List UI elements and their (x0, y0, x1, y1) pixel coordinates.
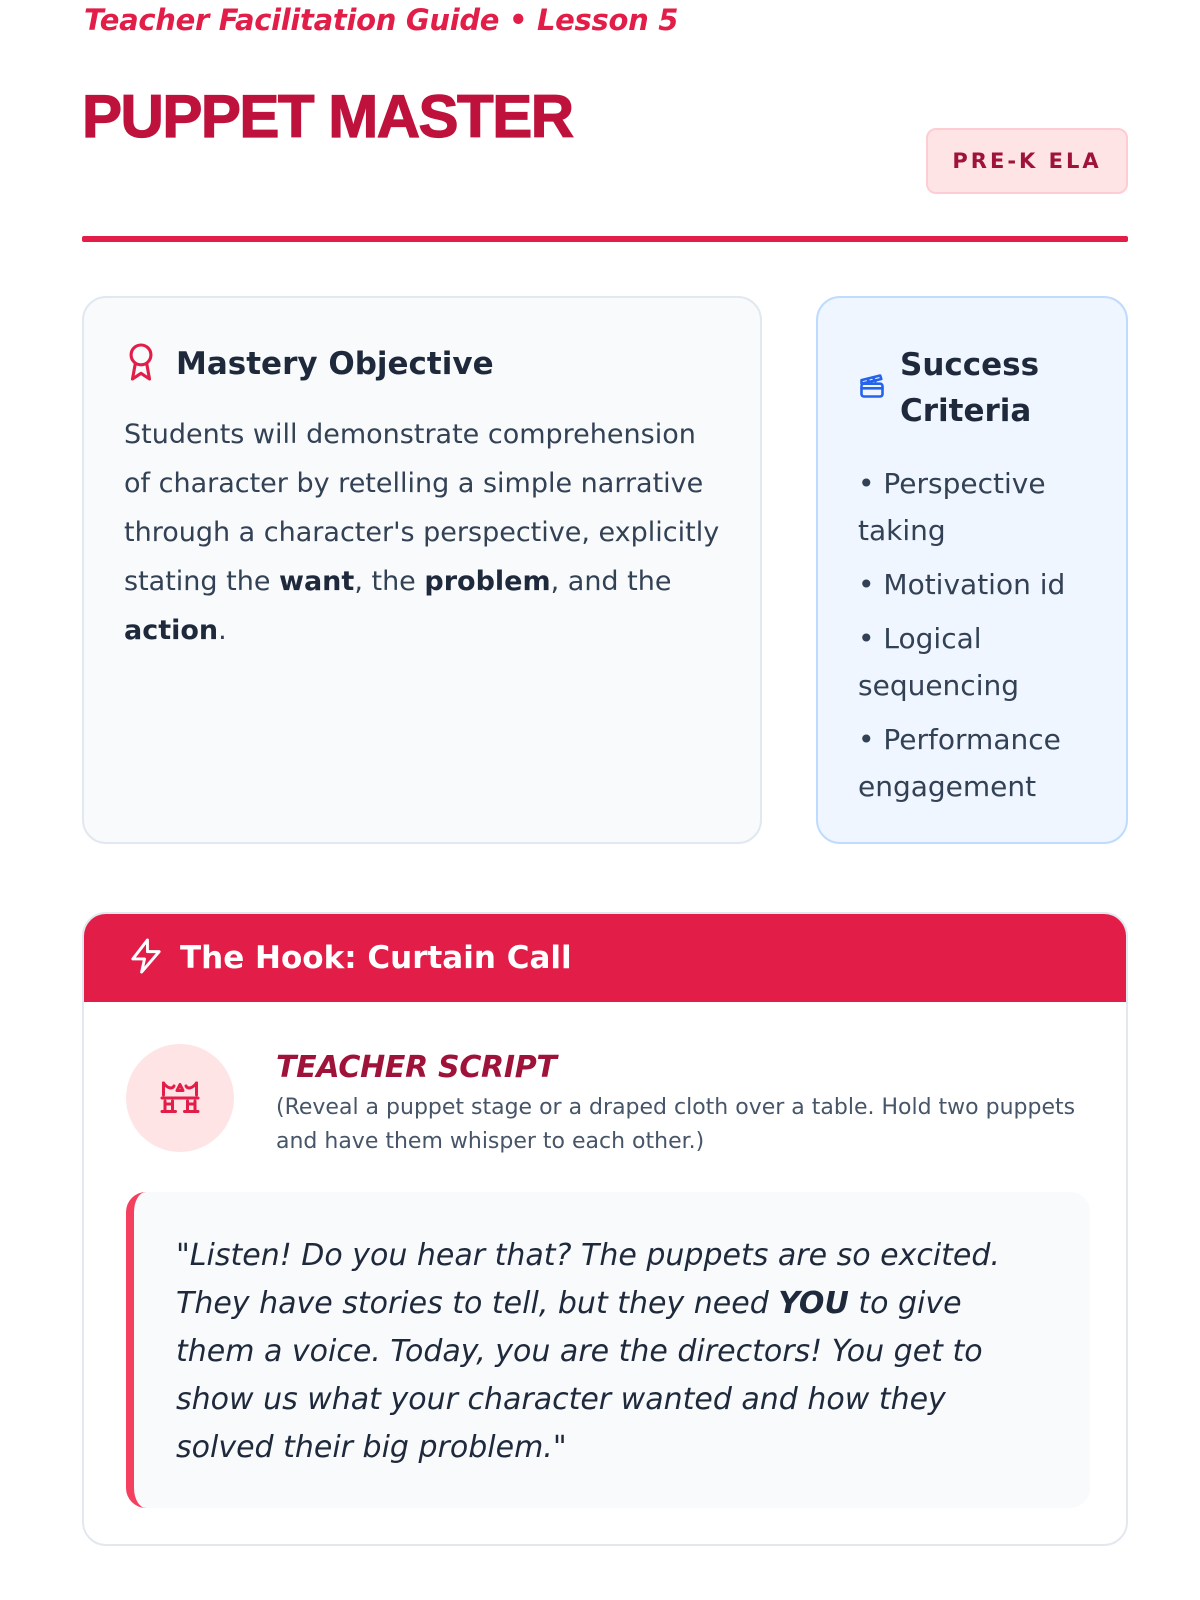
objective-text-part: . (218, 615, 227, 646)
criteria-item: • Logical sequencing (858, 622, 1019, 702)
objective-text-part: Students will demonstrate comprehension of character by retelling a simple narrative through a character's perspective, explicitly stating the (124, 419, 720, 597)
mastery-objective-title: Mastery Objective (176, 346, 494, 382)
criteria-item: • Motivation id (858, 568, 1066, 601)
quote-text-part: to give them a voice. Today, you are the directors! You get to show us what your character wanted and how they solved their big problem." (176, 1286, 983, 1465)
hook-title: The Hook: Curtain Call (180, 940, 572, 976)
mastery-objective-card (82, 296, 762, 844)
mastery-objective-text (124, 410, 720, 655)
award-ribbon-icon (124, 342, 158, 386)
objective-want: want (279, 566, 355, 597)
header-divider (82, 236, 1128, 242)
objective-text-part: , and the (550, 566, 672, 597)
page-subtitle: Teacher Facilitation Guide • Lesson 5 (84, 3, 679, 37)
hook-card (82, 912, 1128, 1546)
success-criteria-list (858, 460, 1096, 810)
page-title: PUPPET MASTER (82, 83, 573, 150)
grade-badge: PRE-K ELA (926, 128, 1128, 194)
teacher-script-quote (126, 1192, 1090, 1508)
objective-text-part: , the (354, 566, 425, 597)
criteria-item: • Perspective taking (858, 467, 1046, 547)
mastery-objective-header (124, 342, 720, 386)
success-criteria-title: Success Criteria (900, 347, 1040, 429)
lightning-icon (128, 937, 164, 979)
criteria-item: • Performance engagement (858, 723, 1061, 803)
teacher-script-text (276, 1044, 1086, 1159)
success-criteria-header (858, 342, 1096, 434)
teacher-script-label: TEACHER SCRIPT (276, 1050, 557, 1085)
quote-text-part: "Listen! Do you hear that? The puppets are so excited. They have stories to tell, but they need (176, 1238, 1000, 1321)
teacher-script-note: (Reveal a puppet stage or a draped cloth over a table. Hold two puppets and have them whisper to each other.) (276, 1095, 1076, 1154)
header (82, 3, 1128, 244)
objective-problem: problem (424, 566, 551, 597)
clapperboard-icon (858, 372, 886, 404)
success-criteria-card (816, 296, 1128, 844)
quote-emphasis: YOU (778, 1286, 849, 1321)
hook-header (84, 914, 1126, 1002)
theater-stage-icon (126, 1044, 234, 1152)
objective-action: action (124, 615, 219, 646)
teacher-script-row (126, 1044, 1086, 1159)
